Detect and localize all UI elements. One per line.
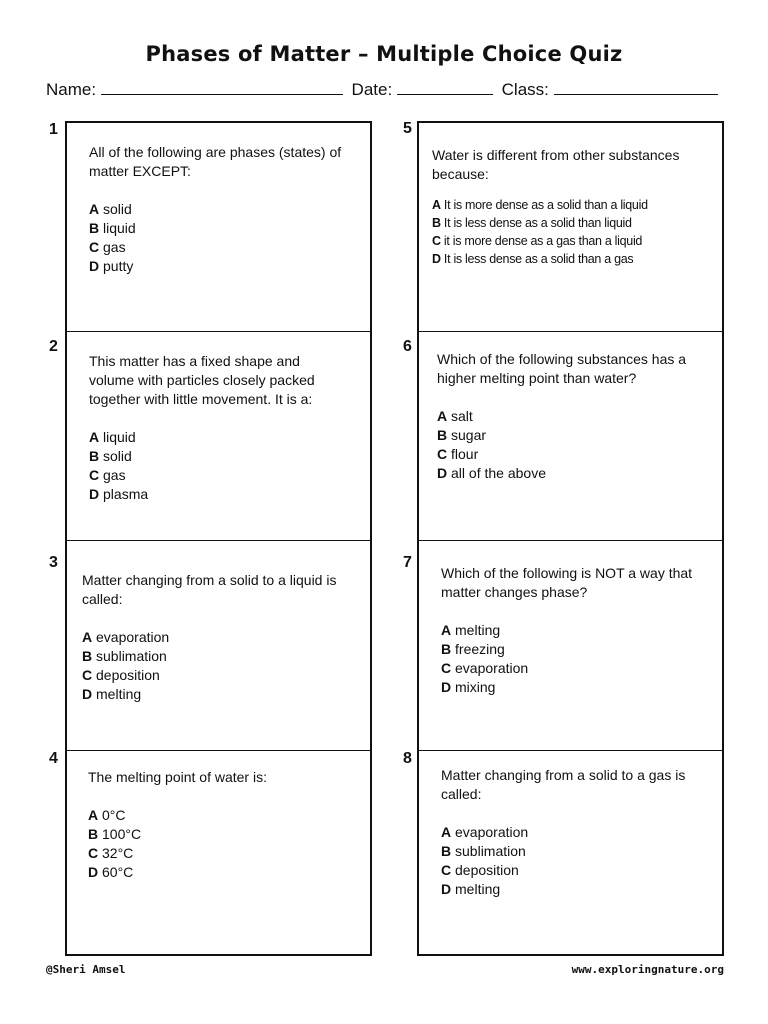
question-box: [67, 123, 370, 331]
question-stem: All of the following are phases (states) of matter EXCEPT:: [89, 144, 342, 179]
answer-option[interactable]: B liquid: [89, 220, 136, 236]
question-stem: This matter has a fixed shape and volume with particles closely packed together with little movement. It is a:: [89, 353, 315, 407]
answer-option[interactable]: C gas: [89, 467, 126, 483]
answer-option[interactable]: C gas: [89, 239, 126, 255]
question-number: 6: [403, 338, 412, 355]
answer-option[interactable]: B 100°C: [88, 826, 142, 842]
answer-option[interactable]: A solid: [89, 201, 132, 217]
question-stem: Matter changing from a solid to a liquid is called:: [82, 572, 337, 607]
question-box: [67, 331, 370, 540]
question-box: [419, 750, 722, 956]
answer-option[interactable]: B solid: [89, 448, 132, 464]
left-question-column: [65, 121, 372, 956]
question-box: [419, 331, 722, 540]
question-box: [419, 540, 722, 750]
student-info-line: [46, 80, 726, 100]
question-number: 2: [49, 338, 58, 355]
answer-option[interactable]: D mixing: [441, 679, 496, 695]
answer-option[interactable]: C it is more dense as a gas than a liquid: [432, 234, 643, 248]
website-link[interactable]: www.exploringnature.org: [571, 963, 724, 976]
answer-option[interactable]: C deposition: [441, 862, 519, 878]
question-number: 3: [49, 554, 58, 571]
answer-option[interactable]: C evaporation: [441, 660, 529, 676]
question-box: [67, 540, 370, 750]
answer-option[interactable]: D plasma: [89, 486, 149, 502]
answer-option[interactable]: C 32°C: [88, 845, 134, 861]
question-stem: Matter changing from a solid to a gas is called:: [441, 767, 686, 802]
question-number: 1: [49, 121, 58, 138]
answer-option[interactable]: A liquid: [89, 429, 136, 445]
right-question-column: [417, 121, 724, 956]
answer-option[interactable]: B sugar: [437, 427, 487, 443]
question-number: 5: [403, 120, 412, 137]
question-box: [419, 123, 722, 331]
question-stem: Which of the following substances has a higher melting point than water?: [437, 351, 687, 386]
answer-option[interactable]: A It is more dense as a solid than a liquid: [432, 198, 648, 212]
name-blank[interactable]: [101, 80, 343, 95]
answer-option[interactable]: B sublimation: [441, 843, 526, 859]
answer-option[interactable]: B It is less dense as a solid than liquid: [432, 216, 632, 230]
answer-option[interactable]: B freezing: [441, 641, 505, 657]
date-blank[interactable]: [397, 80, 493, 95]
question-number: 7: [403, 554, 412, 571]
answer-option[interactable]: D 60°C: [88, 864, 134, 880]
class-blank[interactable]: [554, 80, 718, 95]
answer-option[interactable]: B sublimation: [82, 648, 167, 664]
class-label: Class:: [501, 80, 549, 99]
name-label: Name:: [46, 80, 97, 99]
answer-option[interactable]: D melting: [82, 686, 142, 702]
question-box: [67, 750, 370, 956]
page-title: Phases of Matter – Multiple Choice Quiz: [145, 42, 623, 66]
answer-option[interactable]: A evaporation: [441, 824, 529, 840]
answer-option[interactable]: A salt: [437, 408, 473, 424]
answer-option[interactable]: C deposition: [82, 667, 160, 683]
answer-option[interactable]: A 0°C: [88, 807, 126, 823]
answer-option[interactable]: D putty: [89, 258, 134, 274]
copyright-text: @Sheri Amsel: [46, 963, 126, 976]
question-number: 8: [403, 750, 412, 767]
answer-option[interactable]: D It is less dense as a solid than a gas: [432, 252, 634, 266]
question-stem: Water is different from other substances because:: [432, 147, 680, 182]
answer-option[interactable]: D all of the above: [437, 465, 546, 481]
question-number: 4: [49, 750, 58, 767]
answer-option[interactable]: D melting: [441, 881, 501, 897]
answer-option[interactable]: A melting: [441, 622, 501, 638]
question-stem: Which of the following is NOT a way that matter changes phase?: [441, 565, 693, 600]
question-stem: The melting point of water is:: [88, 769, 267, 785]
date-label: Date:: [351, 80, 393, 99]
answer-option[interactable]: C flour: [437, 446, 479, 462]
answer-option[interactable]: A evaporation: [82, 629, 170, 645]
